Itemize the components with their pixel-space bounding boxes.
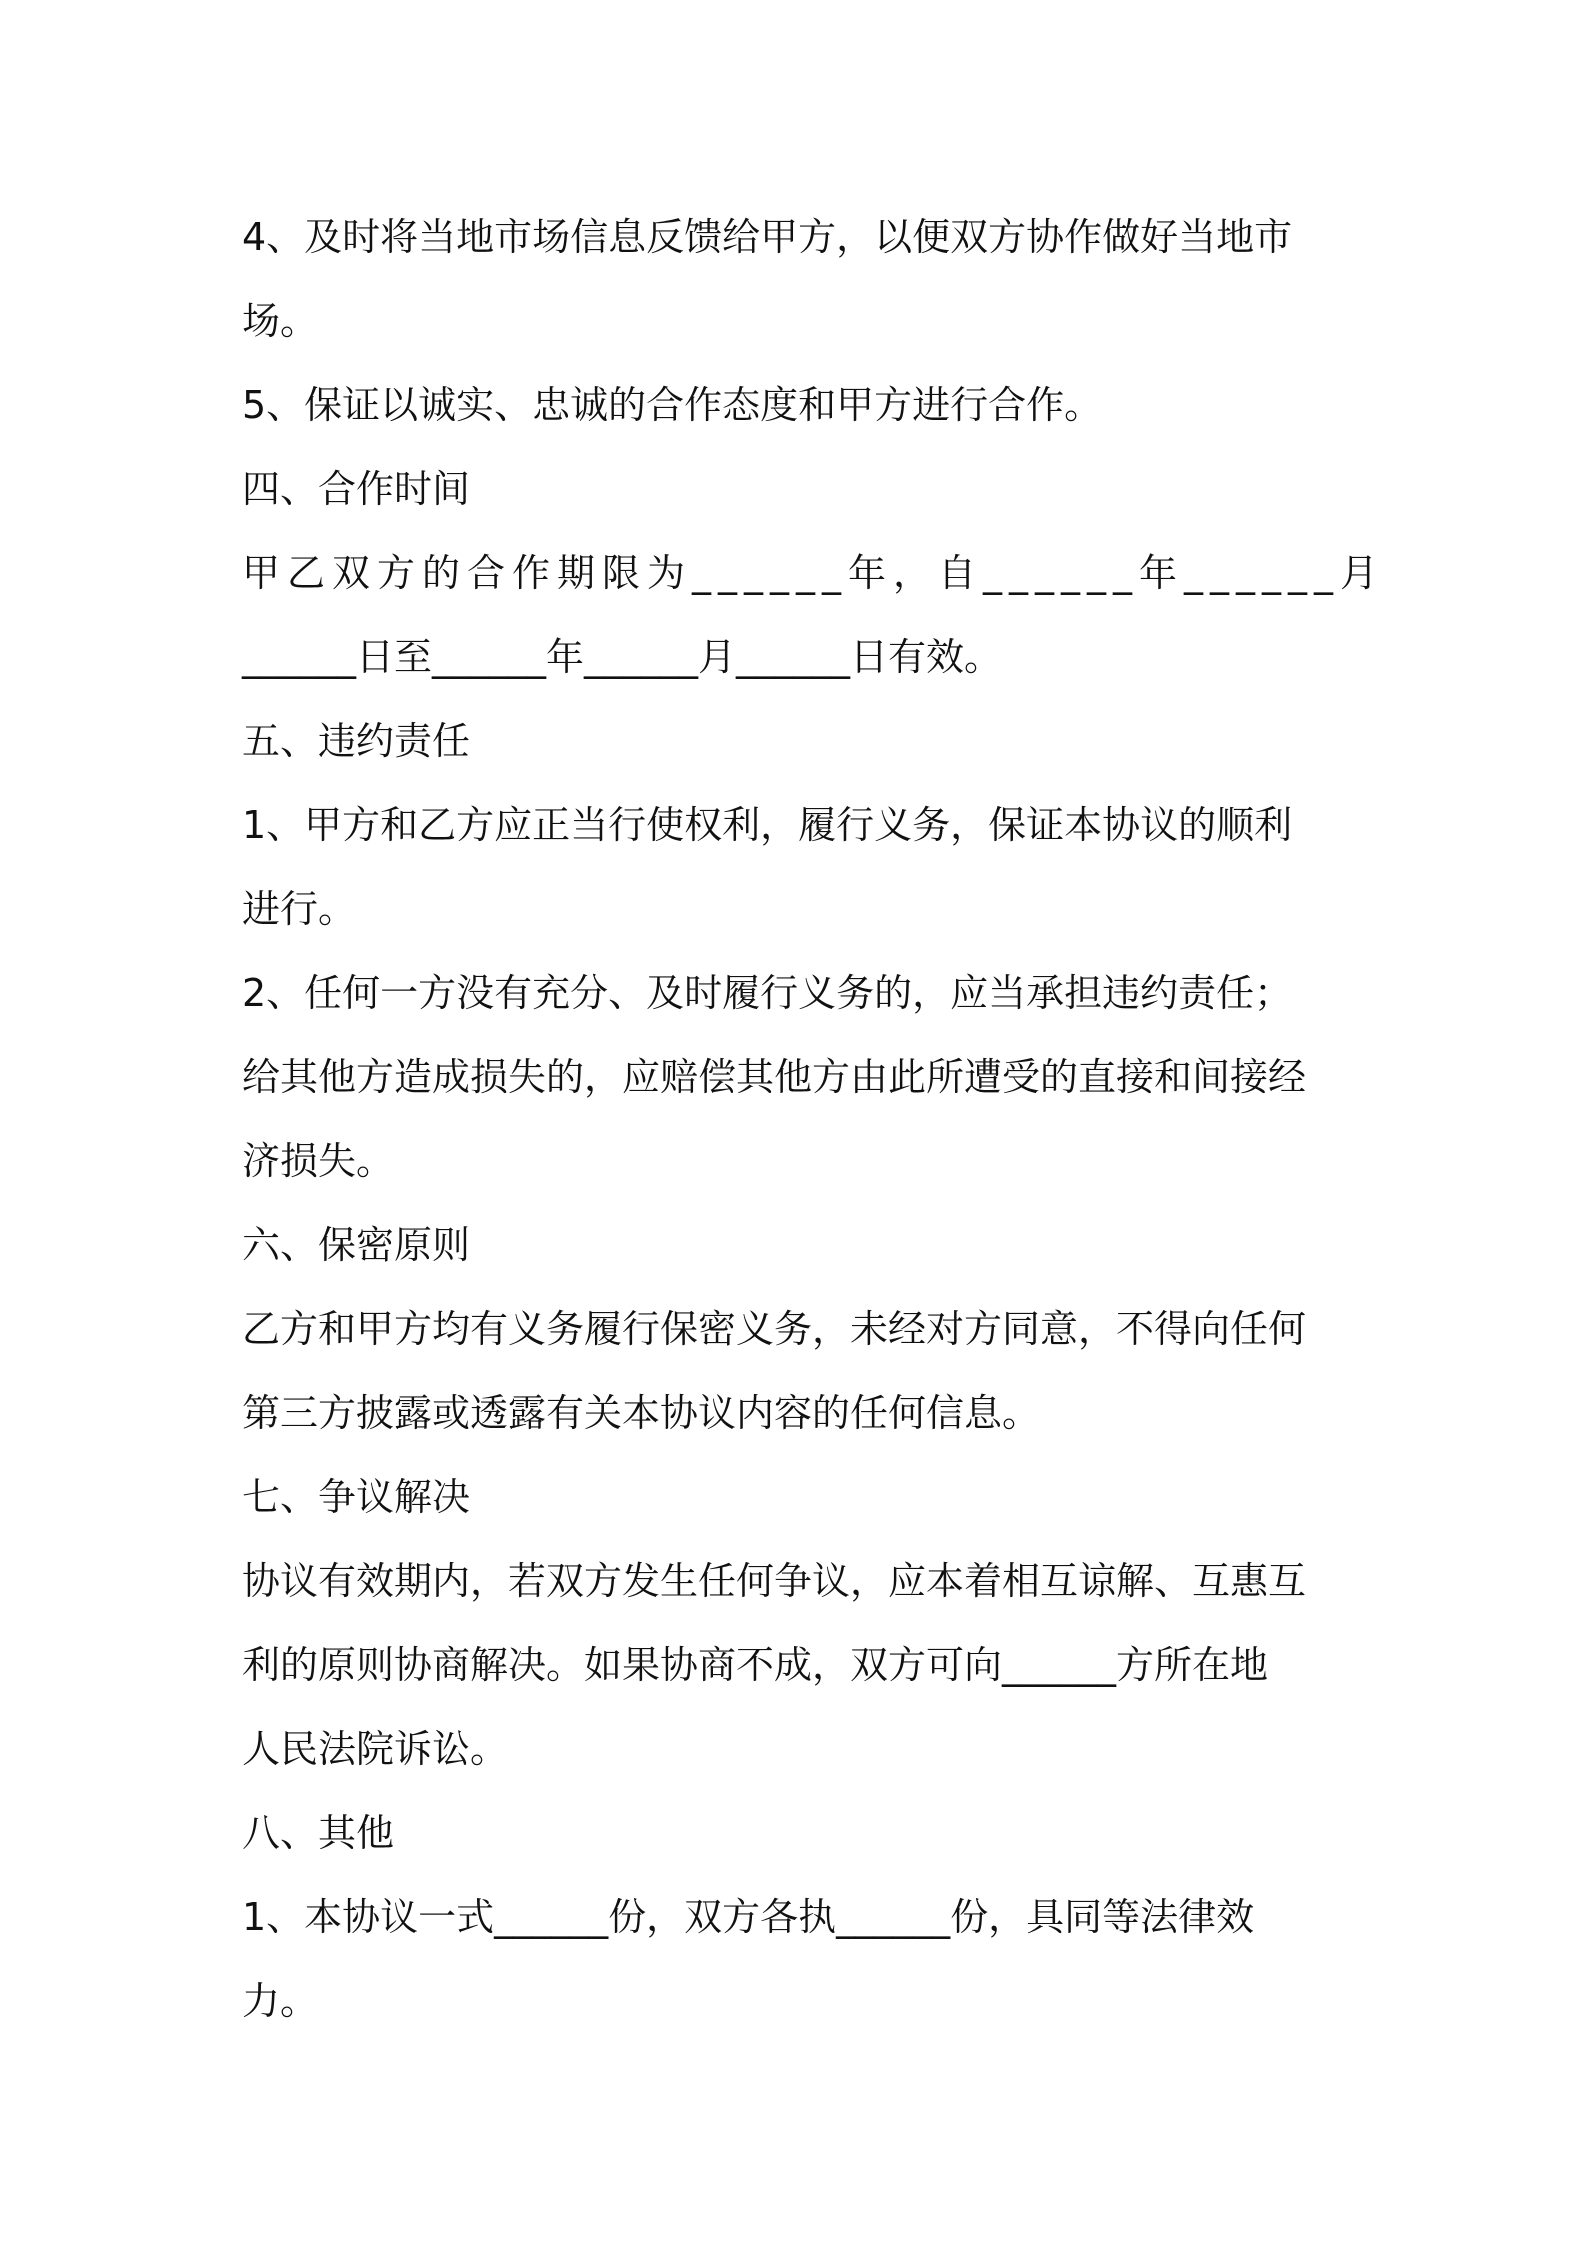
dispute-line-3: 人民法院诉讼。 [242, 1727, 509, 1771]
document-body [242, 195, 1386, 2043]
section-heading-dispute-resolution: 七、争议解决 [242, 1475, 471, 1519]
section-heading-other: 八、其他 [242, 1811, 395, 1855]
cooperation-period-line-2: ______日至______年______月______日有效。 [242, 635, 1003, 679]
clause-5-line: 5、保证以诚实、忠诚的合作态度和甲方进行合作。 [242, 383, 1103, 427]
clause-4-line-1: 4、及时将当地市场信息反馈给甲方，以便双方协作做好当地市 [242, 215, 1293, 259]
clause-4-line-2: 场。 [242, 299, 319, 343]
dispute-line-1: 协议有效期内，若双方发生任何争议，应本着相互谅解、互惠互 [242, 1559, 1307, 1603]
confidentiality-line-1: 乙方和甲方均有义务履行保密义务，未经对方同意，不得向任何 [242, 1307, 1307, 1351]
breach-clause-1-line-1: 1、甲方和乙方应正当行使权利，履行义务，保证本协议的顺利 [242, 803, 1293, 847]
section-heading-breach-liability: 五、违约责任 [242, 719, 471, 763]
breach-clause-2-line-1: 2、任何一方没有充分、及时履行义务的，应当承担违约责任； [242, 971, 1293, 1015]
other-clause-1-line-2: 力。 [242, 1979, 319, 2023]
dispute-line-2: 利的原则协商解决。如果协商不成，双方可向______方所在地 [242, 1643, 1269, 1687]
cooperation-period-line-1: 甲乙双方的合作期限为______年，自______年______月 [242, 551, 1386, 595]
other-clause-1-line-1: 1、本协议一式______份，双方各执______份，具同等法律效 [242, 1895, 1255, 1939]
breach-clause-2-line-3: 济损失。 [242, 1139, 395, 1183]
section-heading-confidentiality: 六、保密原则 [242, 1223, 471, 1267]
breach-clause-1-line-2: 进行。 [242, 887, 357, 931]
section-heading-cooperation-period: 四、合作时间 [242, 467, 471, 511]
confidentiality-line-2: 第三方披露或透露有关本协议内容的任何信息。 [242, 1391, 1041, 1435]
breach-clause-2-line-2: 给其他方造成损失的，应赔偿其他方由此所遭受的直接和间接经 [242, 1055, 1307, 1099]
